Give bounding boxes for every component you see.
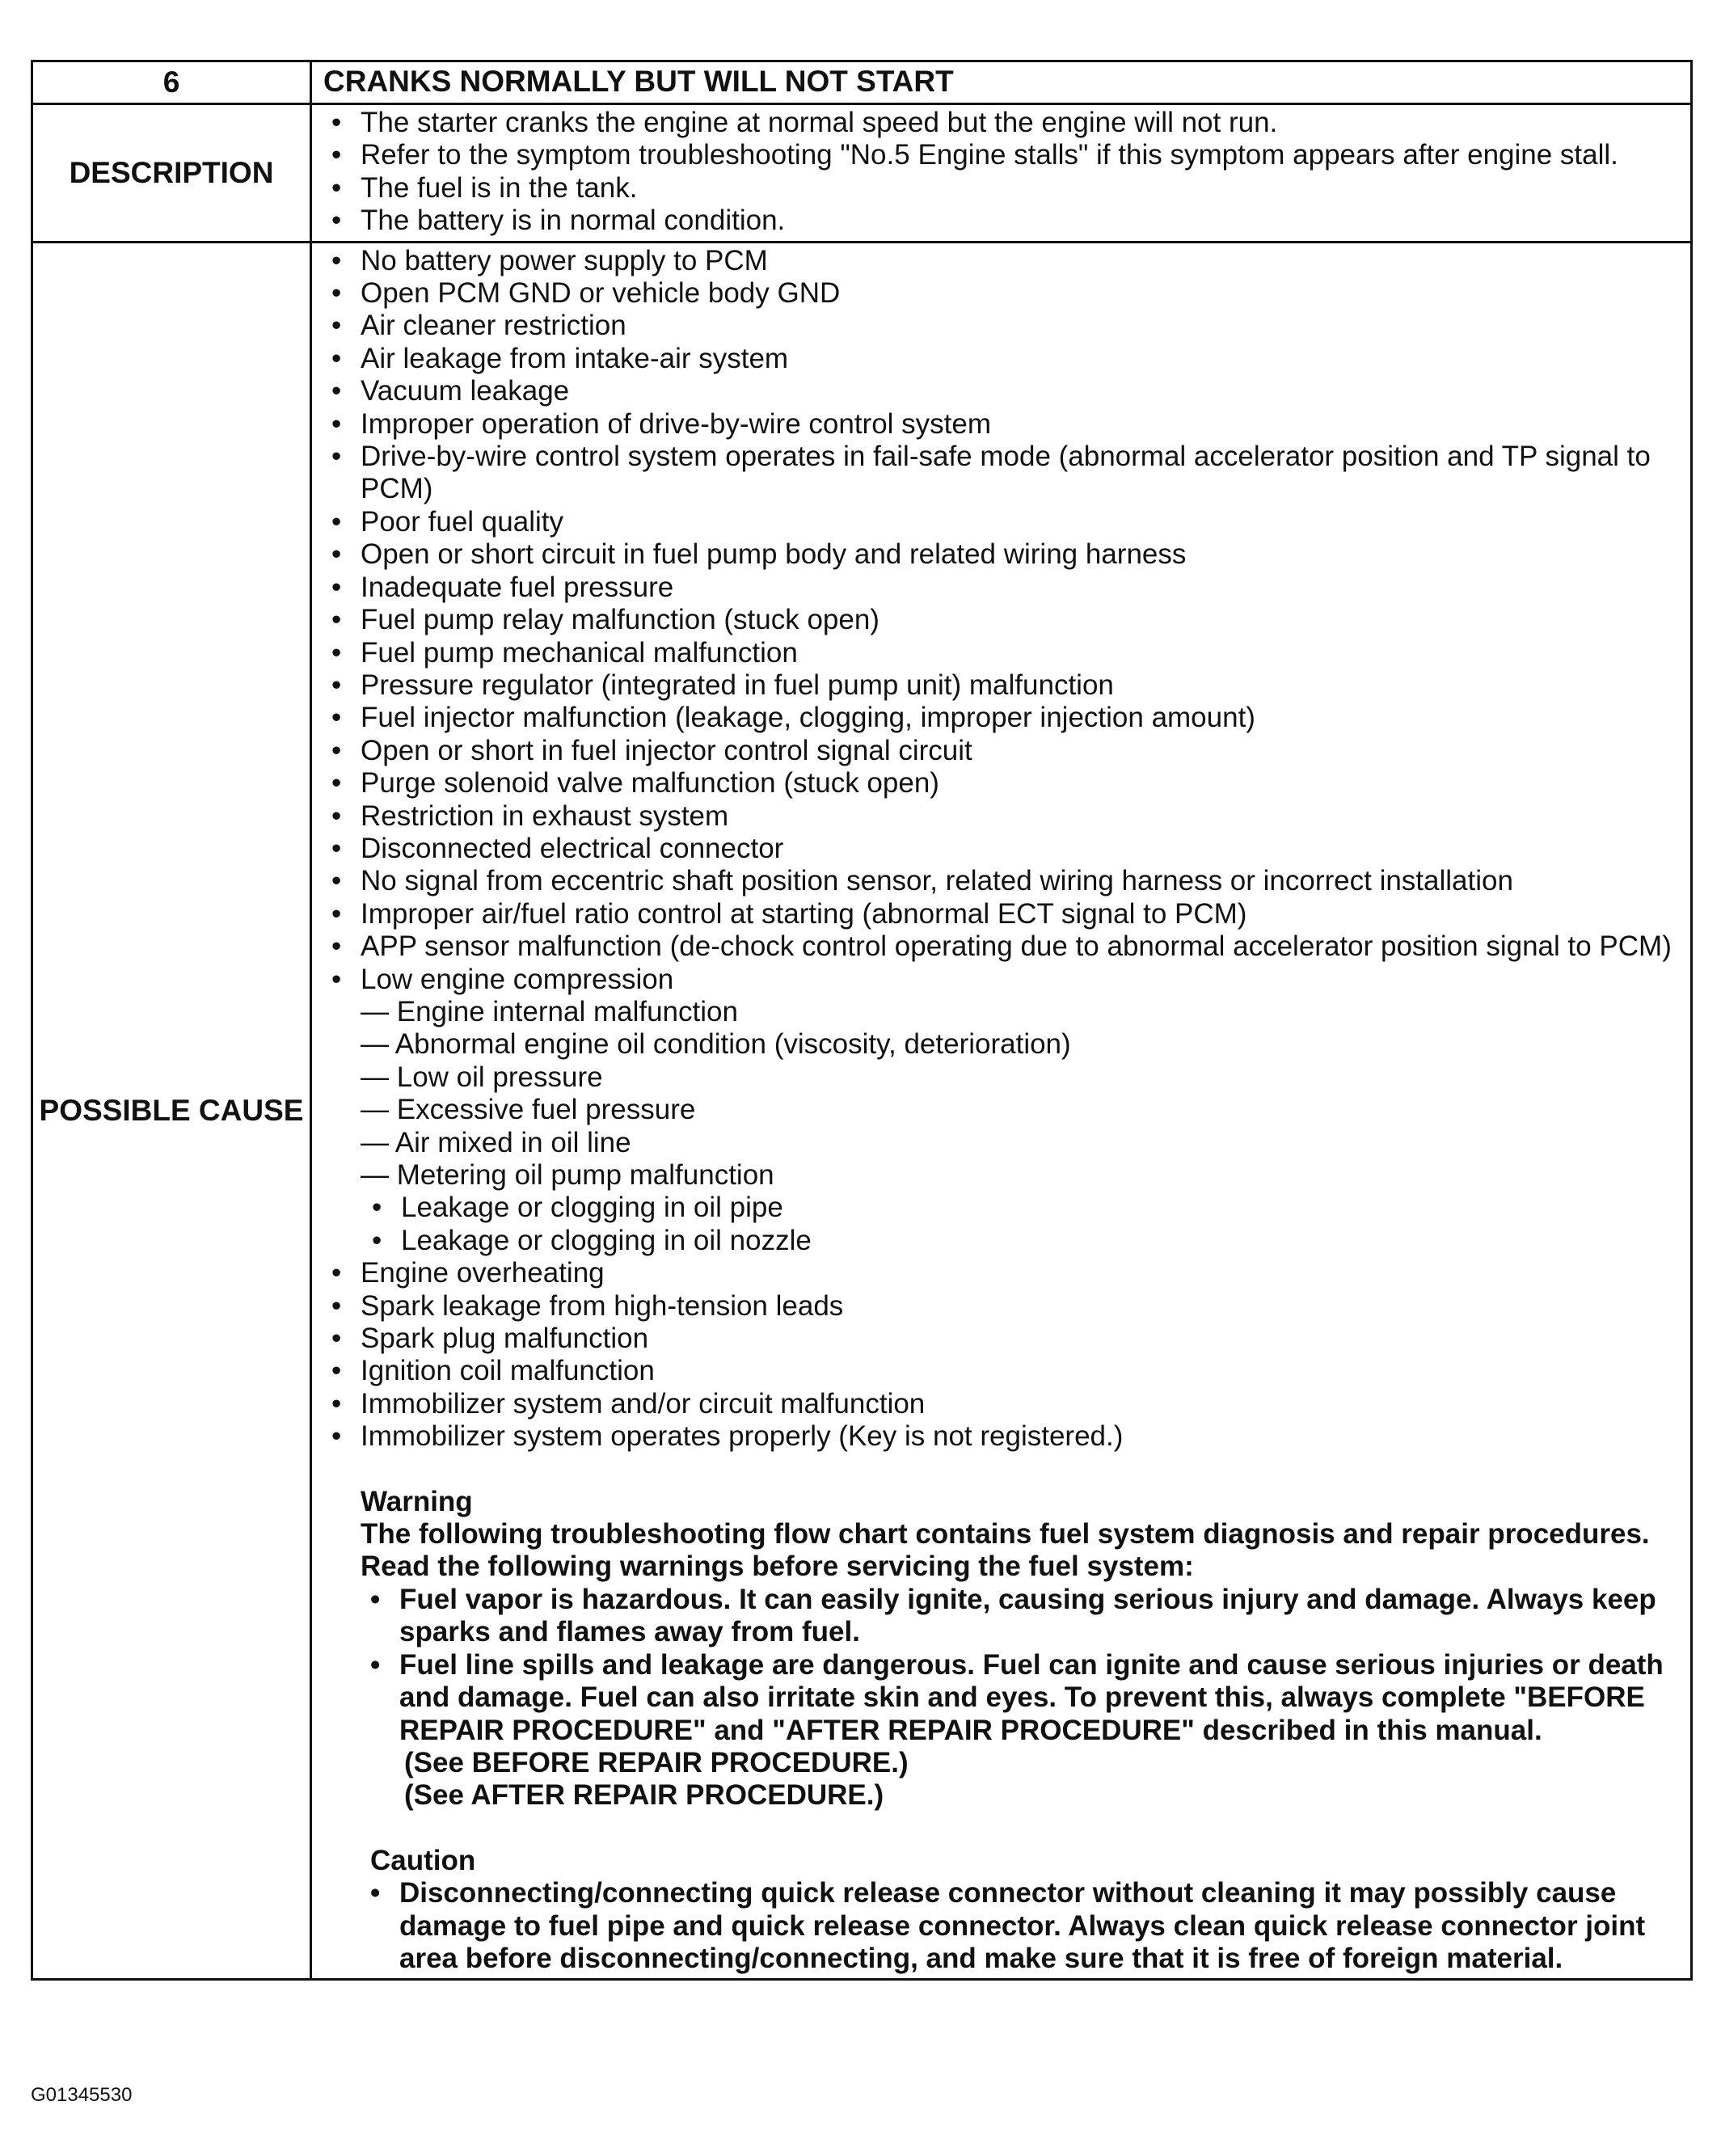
list-item: • Vacuum leakage xyxy=(323,375,1684,407)
dash-item: — Metering oil pump malfunction xyxy=(361,1159,774,1191)
description-cell xyxy=(312,105,1690,241)
caution-title: Caution xyxy=(370,1844,476,1876)
dash-item: — Engine internal malfunction xyxy=(361,995,738,1027)
list-item: • Engine overheating xyxy=(323,1257,1684,1289)
dash-item: — Air mixed in oil line xyxy=(361,1126,631,1158)
list-item: • Inadequate fuel pressure xyxy=(323,572,1684,604)
dash-list xyxy=(323,996,1684,1192)
list-item: • Ignition coil malfunction xyxy=(323,1355,1684,1387)
caution-list xyxy=(323,1877,1684,1975)
figure-id: G01345530 xyxy=(31,2084,133,2106)
list-item: • Air cleaner restriction xyxy=(323,310,1684,342)
see-after-link[interactable]: (See AFTER REPAIR PROCEDURE.) xyxy=(404,1779,884,1812)
cause-list-b xyxy=(323,1257,1684,1453)
dash-item: — Excessive fuel pressure xyxy=(361,1094,696,1126)
cause-list-a xyxy=(323,245,1684,996)
list-item: • Refer to the symptom troubleshooting "No.5 Engine stalls" if this symptom appears after engine stall. xyxy=(323,139,1684,171)
possible-cause-label: POSSIBLE CAUSE xyxy=(33,243,312,1979)
description-list xyxy=(323,107,1684,238)
list-item: • Fuel line spills and leakage are dangerous. Fuel can ignite and cause serious injuries or death and damage. Fuel can also irritate skin and eyes. To prevent this, always complete "BEFORE REPAIR PROCEDURE" and "AFTER REPAIR PROCEDURE" described in this manual. xyxy=(323,1649,1684,1747)
symptom-table xyxy=(31,60,1693,1981)
sub-list xyxy=(323,1192,1684,1257)
list-item: • Poor fuel quality xyxy=(323,506,1684,538)
list-item: • Low engine compression xyxy=(323,964,1684,996)
list-item: • Immobilizer system operates properly (Key is not registered.) xyxy=(323,1420,1684,1453)
list-item: • Fuel pump relay malfunction (stuck open) xyxy=(323,604,1684,636)
list-item: • Fuel vapor is hazardous. It can easily ignite, causing serious injury and damage. Always keep sparks and flames away from fuel. xyxy=(323,1584,1684,1649)
dash-item: — Abnormal engine oil condition (viscosity, deterioration) xyxy=(361,1028,1071,1061)
list-item: • Fuel pump mechanical malfunction xyxy=(323,637,1684,669)
list-item: • Immobilizer system and/or circuit malfunction xyxy=(323,1388,1684,1420)
list-item: • Fuel injector malfunction (leakage, clogging, improper injection amount) xyxy=(323,702,1684,734)
list-item: • Improper operation of drive-by-wire control system xyxy=(323,408,1684,441)
dash-item: — Low oil pressure xyxy=(361,1061,603,1093)
list-item: • Drive-by-wire control system operates in fail-safe mode (abnormal accelerator position and TP signal to PCM) xyxy=(323,441,1684,506)
warning-title: Warning xyxy=(361,1485,473,1517)
list-item: • The starter cranks the engine at normal speed but the engine will not run. xyxy=(323,107,1684,139)
list-item: • Improper air/fuel ratio control at starting (abnormal ECT signal to PCM) xyxy=(323,898,1684,930)
list-item: • Spark leakage from high-tension leads xyxy=(323,1290,1684,1323)
warning-text: The following troubleshooting flow chart contains fuel system diagnosis and repair procedures. Read the following warnings before servicing the fuel system: xyxy=(361,1518,1650,1583)
list-item: • Purge solenoid valve malfunction (stuck open) xyxy=(323,767,1684,800)
list-item: • The fuel is in the tank. xyxy=(323,172,1684,205)
list-item: • APP sensor malfunction (de-chock control operating due to abnormal accelerator position signal to PCM) xyxy=(323,930,1684,963)
possible-cause-row xyxy=(33,243,1690,1979)
list-item: • Disconnected electrical connector xyxy=(323,833,1684,865)
list-item: • Air leakage from intake-air system xyxy=(323,343,1684,375)
description-label: DESCRIPTION xyxy=(33,105,312,241)
list-item: • Disconnecting/connecting quick release connector without cleaning it may possibly cause damage to fuel pipe and quick release connector. Always clean quick release connector joint area before disconnecting/connecting, and make sure that it is free of foreign material. xyxy=(323,1877,1684,1975)
possible-cause-cell xyxy=(312,243,1690,1979)
header-row xyxy=(33,62,1690,105)
list-item: • No battery power supply to PCM xyxy=(323,245,1684,277)
list-item: • Open or short circuit in fuel pump body and related wiring harness xyxy=(323,538,1684,571)
list-item: • The battery is in normal condition. xyxy=(323,205,1684,237)
description-row xyxy=(33,105,1690,243)
list-item: • No signal from eccentric shaft position sensor, related wiring harness or incorrect installation xyxy=(323,865,1684,897)
list-item: • Leakage or clogging in oil nozzle xyxy=(323,1225,1684,1257)
list-item: • Pressure regulator (integrated in fuel pump unit) malfunction xyxy=(323,669,1684,702)
list-item: • Spark plug malfunction xyxy=(323,1323,1684,1355)
list-item: • Restriction in exhaust system xyxy=(323,800,1684,833)
warning-list xyxy=(323,1584,1684,1747)
symptom-title: CRANKS NORMALLY BUT WILL NOT START xyxy=(323,65,954,98)
see-before-link[interactable]: (See BEFORE REPAIR PROCEDURE.) xyxy=(404,1746,909,1778)
list-item: • Open PCM GND or vehicle body GND xyxy=(323,277,1684,310)
list-item: • Open or short in fuel injector control signal circuit xyxy=(323,735,1684,767)
list-item: • Leakage or clogging in oil pipe xyxy=(323,1192,1684,1224)
symptom-number: 6 xyxy=(33,62,312,103)
